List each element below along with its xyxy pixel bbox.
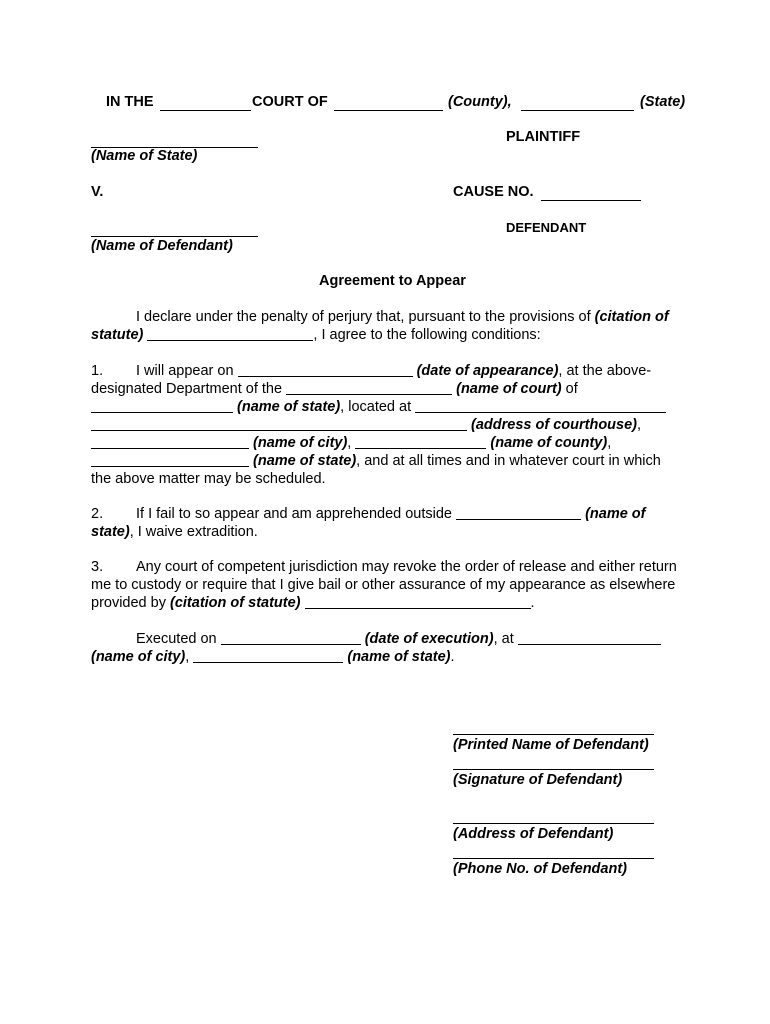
defendant-name-blank[interactable]: [91, 236, 258, 237]
release-statute-blank[interactable]: [305, 594, 531, 609]
name-of-defendant-label: (Name of Defendant): [91, 238, 233, 254]
address-label: (Address of Defendant): [453, 826, 614, 842]
appearance-date-blank[interactable]: [238, 362, 413, 377]
document-title: Agreement to Appear: [319, 273, 466, 289]
phone-label: (Phone No. of Defendant): [453, 861, 627, 877]
in-the-label: IN THE: [106, 94, 154, 110]
intro-paragraph: I declare under the penalty of perjury that, pursuant to the provisions of (citation of statute) , I agree to the following conditions:: [91, 309, 669, 343]
state-label: (State): [640, 94, 686, 110]
defendant-label: DEFENDANT: [506, 220, 587, 235]
versus-label: V.: [91, 184, 104, 200]
plaintiff-label: PLAINTIFF: [506, 129, 581, 145]
phone-line[interactable]: [453, 858, 654, 859]
city-name-blank[interactable]: [91, 434, 249, 449]
item-3-paragraph: 3. Any court of competent jurisdiction may revoke the order of release and either return me to custody or require that I give bail or other assurance of my appearance as elsewhere provided by (citation of statute) .: [91, 559, 677, 611]
state-name-blank-2[interactable]: [91, 452, 249, 467]
printed-name-line[interactable]: [453, 734, 654, 735]
execution-state-blank[interactable]: [193, 648, 343, 663]
address-line[interactable]: [453, 823, 654, 824]
court-name-field-blank[interactable]: [286, 380, 452, 395]
county-label: (County),: [448, 94, 512, 110]
court-name-blank[interactable]: [160, 110, 251, 111]
court-of-label: COURT OF: [252, 94, 328, 110]
county-blank[interactable]: [334, 110, 443, 111]
item-2-paragraph: 2. If I fail to so appear and am apprehended outside (name of state), I waive extradition.: [91, 506, 646, 540]
execution-city-blank[interactable]: [518, 630, 661, 645]
state-name-blank-1[interactable]: [91, 398, 233, 413]
courthouse-address-blank-1[interactable]: [415, 398, 666, 413]
name-of-state-label: (Name of State): [91, 148, 198, 164]
state-blank[interactable]: [521, 110, 634, 111]
cause-no-label: CAUSE NO.: [453, 184, 534, 200]
execution-paragraph: Executed on (date of execution), at (name of city), (name of state).: [91, 630, 703, 666]
courthouse-address-blank-2[interactable]: [91, 416, 467, 431]
execution-date-blank[interactable]: [221, 630, 361, 645]
cause-no-blank[interactable]: [541, 200, 641, 201]
item-1-paragraph: 1. I will appear on (date of appearance), at the above- designated Department of the (name of court) of (name of state), located at (address of courthouse), (name of city), (name of county), (name of state), and at all times and in whatever court in which the above matter may be scheduled.: [91, 362, 703, 488]
printed-name-label: (Printed Name of Defendant): [453, 737, 649, 753]
signature-line[interactable]: [453, 769, 654, 770]
statute-blank[interactable]: [147, 326, 313, 341]
apprehension-state-blank[interactable]: [456, 505, 581, 520]
county-name-blank[interactable]: [355, 434, 486, 449]
signature-label: (Signature of Defendant): [453, 772, 623, 788]
